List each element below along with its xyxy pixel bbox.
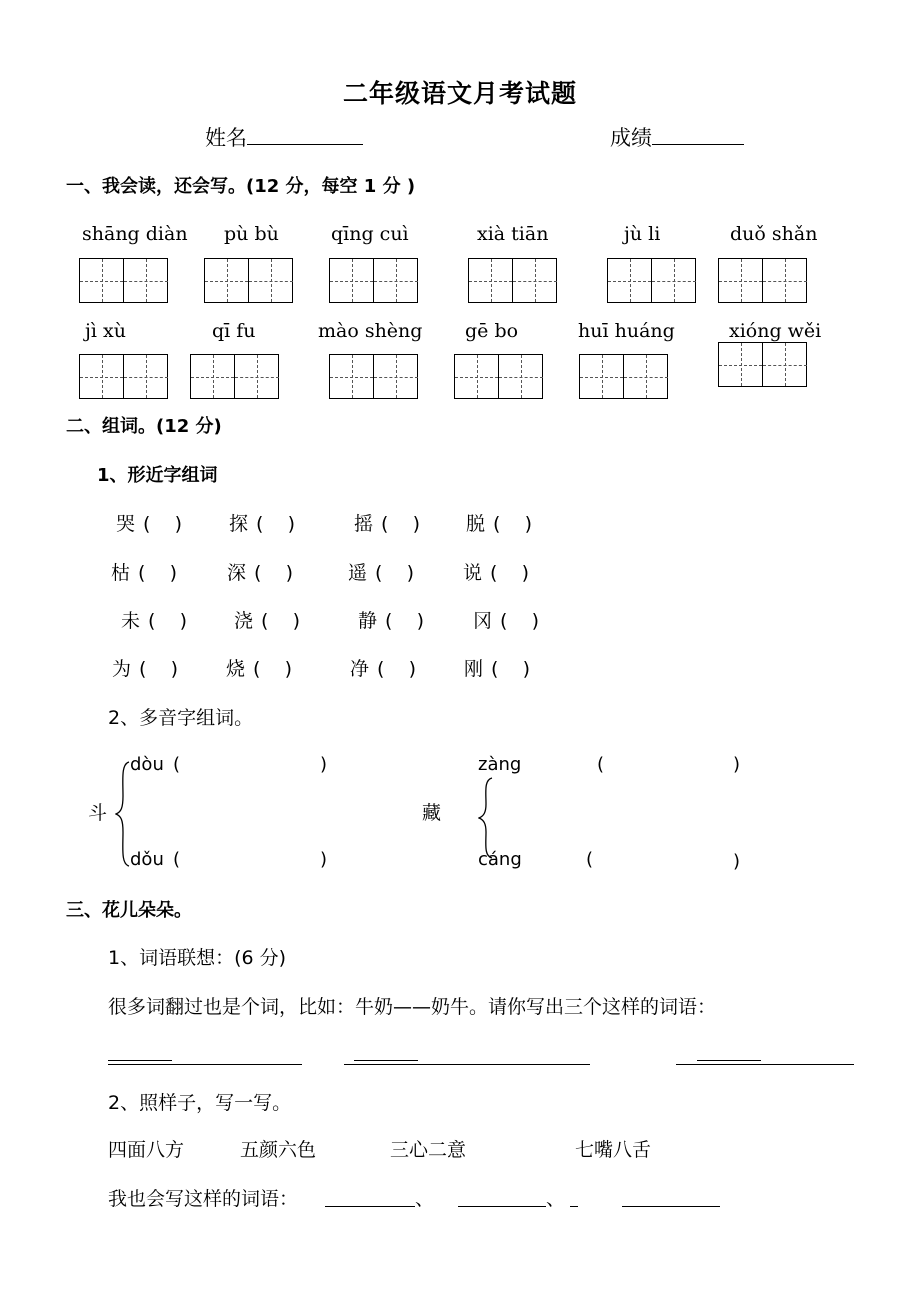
pinyin-label: qī fu (212, 320, 256, 342)
grid-guide-horizontal (608, 281, 651, 282)
similar-char: 净 (350, 658, 370, 680)
similar-char: 浇 (234, 610, 254, 632)
section3-heading: 三、花儿朵朵。 (66, 900, 192, 921)
pinyin-label: mào shèng (318, 320, 423, 342)
writing-grid[interactable] (329, 258, 418, 303)
example-idiom: 七嘴八舌 (575, 1139, 652, 1161)
grid-cell[interactable] (249, 259, 293, 302)
grid-cell[interactable] (330, 355, 374, 398)
grid-guide-horizontal (455, 377, 498, 378)
similar-char-item[interactable] (464, 654, 530, 681)
similar-char-item[interactable] (358, 606, 424, 633)
answer-line[interactable] (108, 1060, 172, 1061)
example-idiom: 五颜六色 (240, 1139, 317, 1161)
grid-cell[interactable] (124, 259, 168, 302)
answer-parens[interactable]: ( ) (375, 562, 414, 584)
grid-guide-horizontal (330, 281, 373, 282)
grid-guide-horizontal (624, 377, 668, 378)
grid-guide-horizontal (719, 281, 762, 282)
writing-grid[interactable] (718, 258, 807, 303)
section2-sub2: 2、多音字组词。 (108, 707, 254, 729)
grid-cell[interactable] (513, 259, 557, 302)
grid-cell[interactable] (499, 355, 543, 398)
grid-guide-horizontal (580, 377, 623, 378)
answer-parens[interactable]: ( ) (256, 513, 295, 535)
grid-guide-horizontal (374, 281, 418, 282)
grid-cell[interactable] (763, 259, 807, 302)
similar-char-item[interactable] (229, 509, 295, 536)
brace-left-2 (478, 776, 494, 860)
answer-line[interactable] (570, 1206, 578, 1207)
answer-parens[interactable]: ( ) (490, 562, 529, 584)
polyphone-char-dou: 斗 (88, 802, 108, 824)
name-blank[interactable] (247, 124, 363, 145)
answer-parens[interactable]: ( ) (138, 562, 177, 584)
answer-parens[interactable]: ( ) (491, 658, 530, 680)
paren-close: ) (733, 851, 741, 872)
grid-cell[interactable] (80, 355, 124, 398)
grid-guide-horizontal (191, 377, 234, 378)
paren-open: ( (173, 754, 181, 775)
writing-grid[interactable] (79, 258, 168, 303)
section1-heading: 一、我会读，还会写。(12 分，每空 1 分 ) (66, 176, 416, 197)
paren-open: ( (173, 849, 181, 870)
similar-char: 为 (112, 658, 132, 680)
writing-grid[interactable] (579, 354, 668, 399)
grid-guide-horizontal (499, 377, 543, 378)
reading-dou3: dǒu (130, 849, 164, 870)
similar-char: 未 (121, 610, 141, 632)
pinyin-label: xià tiān (477, 223, 549, 245)
answer-line[interactable] (676, 1064, 854, 1065)
pinyin-label: jì xù (85, 320, 126, 342)
grid-guide-horizontal (374, 377, 418, 378)
page-title: 二年级语文月考试题 (342, 79, 577, 108)
similar-char-item[interactable] (112, 654, 178, 681)
writing-grid[interactable] (454, 354, 543, 399)
grid-cell[interactable] (455, 355, 499, 398)
section3-sub1-text: 很多词翻过也是个词，比如：牛奶——奶牛。请你写出三个这样的词语： (108, 996, 717, 1018)
writing-grid[interactable] (607, 258, 696, 303)
similar-char-item[interactable] (350, 654, 416, 681)
grid-guide-horizontal (80, 281, 123, 282)
similar-char-item[interactable] (354, 509, 420, 536)
answer-line[interactable] (458, 1206, 546, 1207)
similar-char: 深 (227, 562, 247, 584)
section3-sub2: 2、照样子，写一写。 (108, 1092, 292, 1114)
grid-guide-horizontal (469, 281, 512, 282)
answer-line[interactable] (108, 1064, 302, 1065)
answer-line[interactable] (697, 1060, 761, 1061)
paren-close: ) (733, 754, 741, 775)
answer-parens[interactable]: ( ) (385, 610, 424, 632)
similar-char: 说 (463, 562, 483, 584)
answer-parens[interactable]: ( ) (254, 562, 293, 584)
section3-prompt: 我也会写这样的词语： (108, 1188, 299, 1210)
answer-parens[interactable]: ( ) (261, 610, 300, 632)
grid-guide-horizontal (235, 377, 279, 378)
similar-char-item[interactable] (463, 558, 529, 585)
reading-dou4: dòu (130, 754, 164, 775)
answer-line[interactable] (344, 1064, 590, 1065)
grid-cell[interactable] (124, 355, 168, 398)
polyphone-char-cang: 藏 (422, 802, 442, 824)
paren-open: ( (586, 849, 594, 870)
score-label: 成绩 (610, 126, 652, 150)
answer-parens[interactable]: ( ) (148, 610, 187, 632)
answer-parens[interactable]: ( ) (377, 658, 416, 680)
grid-cell[interactable] (719, 259, 763, 302)
pinyin-label: jù li (624, 223, 661, 245)
grid-cell[interactable] (580, 355, 624, 398)
grid-guide-horizontal (330, 377, 373, 378)
grid-guide-horizontal (205, 281, 248, 282)
grid-cell[interactable] (191, 355, 235, 398)
grid-guide-horizontal (124, 377, 168, 378)
grid-cell[interactable] (652, 259, 696, 302)
similar-char-item[interactable] (111, 558, 177, 585)
separator: 、 (415, 1188, 435, 1210)
grid-guide-horizontal (719, 365, 762, 366)
similar-char-item[interactable] (227, 558, 293, 585)
similar-char-item[interactable] (116, 509, 182, 536)
similar-char-item[interactable] (348, 558, 414, 585)
section3-sub1: 1、词语联想：(6 分) (108, 947, 287, 969)
answer-parens[interactable]: ( ) (500, 610, 539, 632)
similar-char: 脱 (466, 513, 486, 535)
grid-cell[interactable] (80, 259, 124, 302)
paren-close: ) (320, 754, 328, 775)
paren-open: ( (597, 754, 605, 775)
section2-sub1: 1、形近字组词 (97, 465, 218, 486)
writing-grid[interactable] (329, 354, 418, 399)
name-field[interactable] (205, 122, 363, 152)
similar-char: 烧 (226, 658, 246, 680)
answer-parens[interactable]: ( ) (139, 658, 178, 680)
grid-cell[interactable] (608, 259, 652, 302)
grid-guide-horizontal (124, 281, 168, 282)
reading-zang4: zàng (478, 754, 522, 775)
similar-char: 静 (358, 610, 378, 632)
similar-char-item[interactable] (121, 606, 187, 633)
grid-cell[interactable] (624, 355, 668, 398)
score-field[interactable] (610, 122, 744, 152)
grid-cell[interactable] (374, 259, 418, 302)
similar-char: 摇 (354, 513, 374, 535)
grid-guide-horizontal (763, 281, 807, 282)
similar-char-item[interactable] (234, 606, 300, 633)
name-label: 姓名 (205, 126, 247, 150)
paren-close: ) (320, 849, 328, 870)
reading-cang2: cáng (478, 849, 522, 870)
pinyin-label: shāng diàn (82, 223, 188, 245)
pinyin-label: xióng wěi (729, 320, 822, 342)
answer-parens[interactable]: ( ) (253, 658, 292, 680)
separator: 、 (546, 1188, 566, 1210)
writing-grid[interactable] (718, 342, 807, 387)
similar-char-item[interactable] (226, 654, 292, 681)
answer-line[interactable] (325, 1206, 415, 1207)
section2-heading: 二、组词。(12 分) (66, 416, 222, 437)
grid-guide-horizontal (652, 281, 696, 282)
score-blank[interactable] (652, 124, 744, 145)
similar-char: 哭 (116, 513, 136, 535)
writing-grid[interactable] (79, 354, 168, 399)
answer-line[interactable] (354, 1060, 418, 1061)
grid-cell[interactable] (235, 355, 279, 398)
example-idiom: 三心二意 (390, 1139, 467, 1161)
grid-guide-horizontal (763, 365, 807, 366)
answer-parens[interactable]: ( ) (143, 513, 182, 535)
writing-grid[interactable] (190, 354, 279, 399)
answer-parens[interactable]: ( ) (381, 513, 420, 535)
pinyin-label: duǒ shǎn (730, 223, 818, 245)
pinyin-label: gē bo (465, 320, 519, 342)
pinyin-label: pù bù (224, 223, 279, 245)
brace-left-1 (115, 760, 131, 868)
grid-guide-horizontal (249, 281, 293, 282)
similar-char: 探 (229, 513, 249, 535)
answer-line[interactable] (622, 1206, 720, 1207)
writing-grid[interactable] (468, 258, 557, 303)
pinyin-label: huī huáng (578, 320, 675, 342)
grid-guide-horizontal (513, 281, 557, 282)
grid-cell[interactable] (719, 343, 763, 386)
grid-cell[interactable] (330, 259, 374, 302)
grid-guide-horizontal (80, 377, 123, 378)
answer-parens[interactable]: ( ) (493, 513, 532, 535)
grid-cell[interactable] (763, 343, 807, 386)
pinyin-label: qīng cuì (331, 223, 409, 245)
similar-char: 刚 (464, 658, 484, 680)
grid-cell[interactable] (469, 259, 513, 302)
similar-char: 遥 (348, 562, 368, 584)
grid-cell[interactable] (205, 259, 249, 302)
grid-cell[interactable] (374, 355, 418, 398)
similar-char: 冈 (473, 610, 493, 632)
similar-char: 枯 (111, 562, 131, 584)
similar-char-item[interactable] (473, 606, 539, 633)
example-idiom: 四面八方 (108, 1139, 185, 1161)
writing-grid[interactable] (204, 258, 293, 303)
similar-char-item[interactable] (466, 509, 532, 536)
